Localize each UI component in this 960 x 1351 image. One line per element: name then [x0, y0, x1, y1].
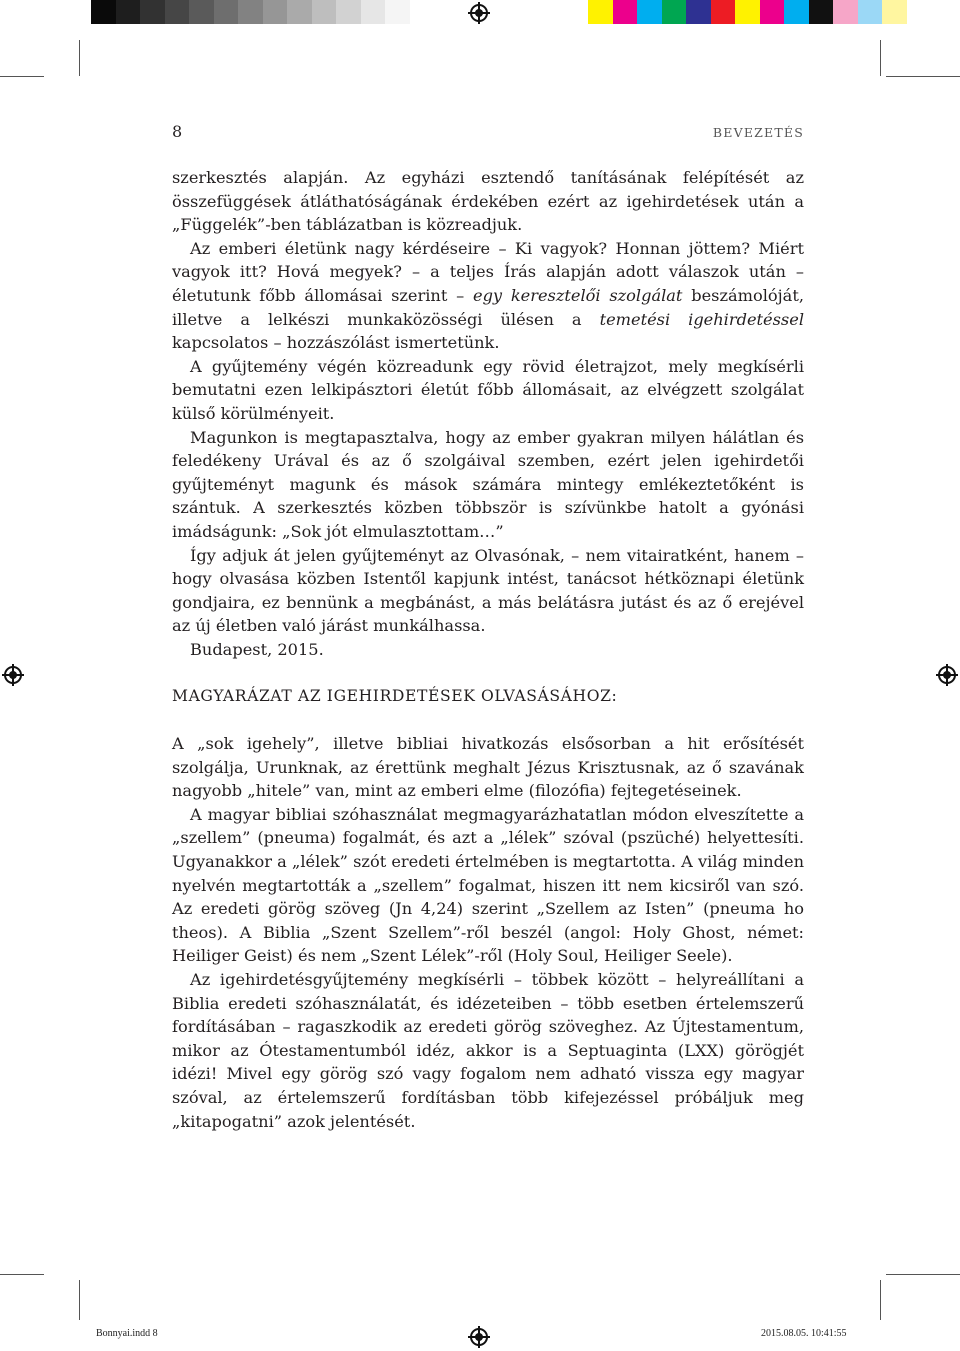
color-swatch [613, 0, 638, 24]
main-text [172, 166, 804, 1133]
crop-mark [886, 76, 960, 77]
color-swatch [336, 0, 361, 24]
color-swatch [287, 0, 312, 24]
footer-timestamp: 2015.08.05. 10:41:55 [761, 1328, 847, 1339]
crop-mark [886, 1274, 960, 1275]
color-swatch [214, 0, 239, 24]
color-swatch [711, 0, 736, 24]
color-swatch [637, 0, 662, 24]
color-swatch [312, 0, 337, 24]
footer-filename: Bonnyai.indd 8 [96, 1328, 158, 1339]
color-swatch [140, 0, 165, 24]
crop-mark [0, 1274, 44, 1275]
crop-mark [0, 76, 44, 77]
running-title: BEVEZETÉS [712, 125, 804, 140]
color-swatch [858, 0, 883, 24]
place-date: Budapest, 2015. [190, 639, 324, 659]
paragraph: A magyar bibliai szóhasználat megmagyarázhatatlan módon elveszítette a „szellem” (pneuma) fogalmát, és azt a „lélek” szóval (pszüché) helyettesíti. Ugyanakkor a „lélek” szót eredeti értelmében is megtartotta. A világ minden nyelvén megtartották a „szellem” fogalmat, hiszen itt nem kicsiről van szó. Az eredeti görög szöveg (Jn 4,24) szerint „Szellem az Isten” (pneuma ho theos). A Biblia „Szent Szellem”-ről beszél (angol: Holy Ghost, német: Heiliger Geist) és nem „Szent Lélek”-ről (Holy Soul, Heiliger Seele). [172, 804, 804, 966]
crop-mark [880, 40, 881, 76]
paragraph: szerkesztés alapján. Az egyházi esztendő tanításának felépítését az összefüggések átláthatóságának érdekében ezért az igehirdetések után a „Függelék”-ben táblázatban is közreadjuk. [172, 168, 804, 235]
color-swatch [361, 0, 386, 24]
color-swatch [238, 0, 263, 24]
registration-mark-left-icon [2, 664, 24, 686]
paragraph: Az igehirdetésgyűjtemény megkísérli – többek között – helyreállítani a Biblia eredeti szóhasználatát, és idézeteiben – több esetben értelemszerű fordításában – ragaszkodik az eredeti görög szöveghez. Az Újtestamentum, mikor az Ótestamentumból idéz, akkor is a Septuaginta (LXX) görögjét idézi! Mivel egy görög szó vagy fogalom nem adható vissza egy magyar szóval, az értelemszerű fordításban több kifejezéssel próbáljuk meg „kitapogatni” azok jelentését. [172, 970, 804, 1131]
color-swatch [116, 0, 141, 24]
registration-mark-right-icon [936, 664, 958, 686]
color-swatch [833, 0, 858, 24]
color-swatch [882, 0, 907, 24]
page-header [172, 118, 804, 146]
registration-mark-bottom-icon [468, 1326, 490, 1348]
color-swatch [735, 0, 760, 24]
color-calibration-bar [588, 0, 907, 24]
color-swatch [189, 0, 214, 24]
crop-mark [880, 1280, 881, 1320]
section-heading: MAGYARÁZAT AZ IGEHIRDETÉSEK OLVASÁSÁHOZ: [172, 687, 618, 706]
paragraph: Az emberi életünk nagy kérdéseire – Ki vagyok? Honnan jöttem? Miért vagyok itt? Hová megyek? – a teljes Írás alapján adott válaszok után – életutunk főbb állomásai szerint – egy keresztelői szolgálat beszámolóját, illetve a lelkészi munkaközösségi ülésen a temetési igehirdetéssel kapcsolatos – hozzászólást ismertetünk. [172, 238, 804, 353]
grey-calibration-bar [91, 0, 410, 24]
color-swatch [662, 0, 687, 24]
color-swatch [263, 0, 288, 24]
paragraph: A „sok igehely”, illetve bibliai hivatkozás elsősorban a hit erősítését szolgálja, Urunknak, az érettünk meghalt Jézus Krisztusnak, az ő szavának nagyobb „hitele” van, mint az emberi elme (filozófia) fejtegetéseinek. [172, 734, 804, 801]
color-swatch [165, 0, 190, 24]
color-swatch [385, 0, 410, 24]
paragraph: A gyűjtemény végén közreadunk egy rövid életrajzot, mely megkísérli bemutatni ezen lelkipásztori életút főbb állomásait, az elvégzett szolgálat külső körülményeit. [172, 356, 804, 423]
color-swatch [809, 0, 834, 24]
registration-mark-top-icon [468, 2, 490, 24]
page-number: 8 [172, 122, 183, 141]
color-swatch [760, 0, 785, 24]
crop-mark [79, 40, 80, 76]
color-swatch [91, 0, 116, 24]
color-swatch [588, 0, 613, 24]
crop-mark [79, 1280, 80, 1320]
paragraph: Így adjuk át jelen gyűjteményt az Olvasónak, – nem vitairatként, hanem – hogy olvasása közben Istentől kapjunk intést, tanácsot hétköznapi életünk gondjaira, ez bennünk a megbánást, a más belátásra jutást és az ő erejével az új életben való járást munkálhassa. [172, 545, 804, 636]
color-swatch [686, 0, 711, 24]
paragraph: Magunkon is megtapasztalva, hogy az ember gyakran milyen hálátlan és feledékeny Urával és az ő szolgáival szemben, ezért jelen igehirdetői gyűjteményt magunk és mások számára mintegy emlékeztetőként is szántuk. A szerkesztés közben többször is szívünkbe hatolt a gyónási imádságunk: „Sok jót elmulasztottam…” [172, 427, 804, 541]
color-swatch [784, 0, 809, 24]
